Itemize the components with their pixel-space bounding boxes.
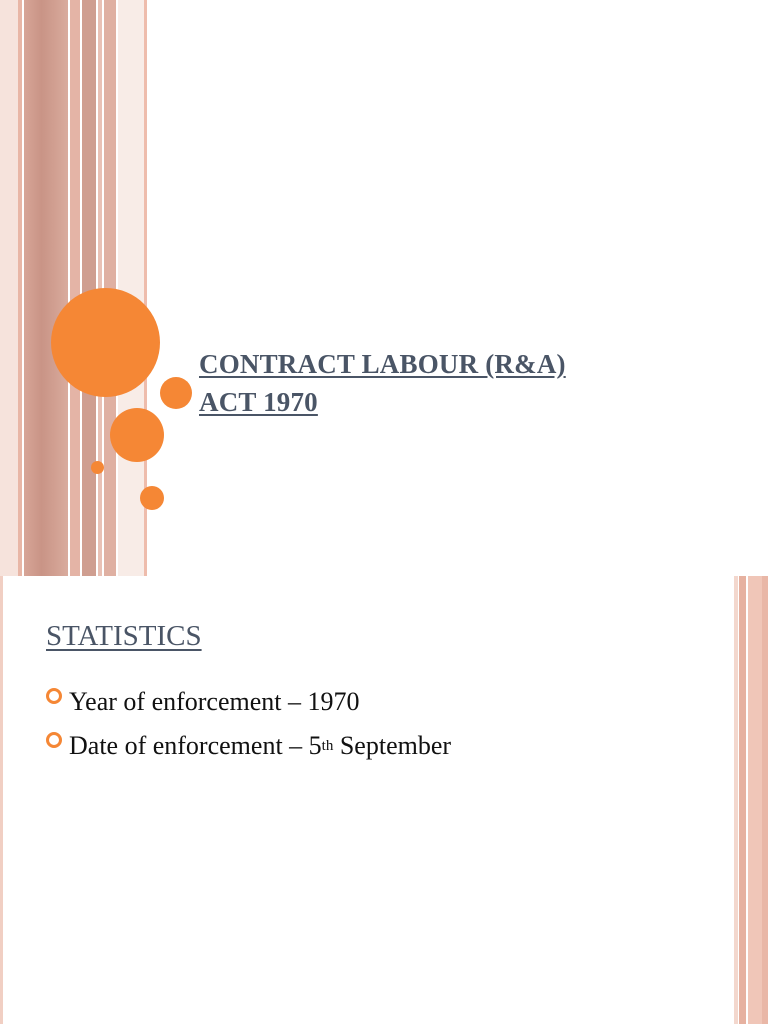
decorative-stripe — [24, 0, 68, 576]
decorative-circle-tiny — [91, 461, 104, 474]
statistics-slide — [0, 576, 768, 1024]
decorative-stripe — [762, 576, 768, 1024]
decorative-stripe — [0, 0, 18, 576]
circle-bullet-icon — [46, 688, 62, 704]
decorative-stripe — [748, 576, 762, 1024]
bullet-list — [46, 680, 451, 768]
slide-title-line-1: CONTRACT LABOUR (R&A) — [199, 349, 566, 379]
decorative-circle-medium — [110, 408, 164, 462]
decorative-stripe — [70, 0, 80, 576]
decorative-stripe — [739, 576, 746, 1024]
decorative-stripe — [0, 576, 3, 1024]
list-item — [46, 680, 451, 724]
decorative-circle-small — [160, 377, 192, 409]
decorative-circle-large — [51, 288, 160, 397]
list-item: Date of enforcement – 5 th September — [46, 724, 451, 768]
bullet-text-end: September — [333, 731, 452, 760]
decorative-stripe — [82, 0, 96, 576]
bullet-text: Year of enforcement – 1970 — [69, 687, 360, 716]
decorative-stripe — [18, 0, 22, 576]
decorative-stripe — [118, 0, 144, 576]
circle-bullet-icon — [46, 732, 62, 748]
slide-title-line-2: ACT 1970 — [199, 387, 318, 417]
decorative-stripe — [734, 576, 738, 1024]
bullet-text: Date of enforcement – 5 — [69, 731, 322, 760]
slide-title — [199, 345, 566, 421]
section-heading: STATISTICS — [46, 620, 202, 652]
decorative-circle-small — [140, 486, 164, 510]
